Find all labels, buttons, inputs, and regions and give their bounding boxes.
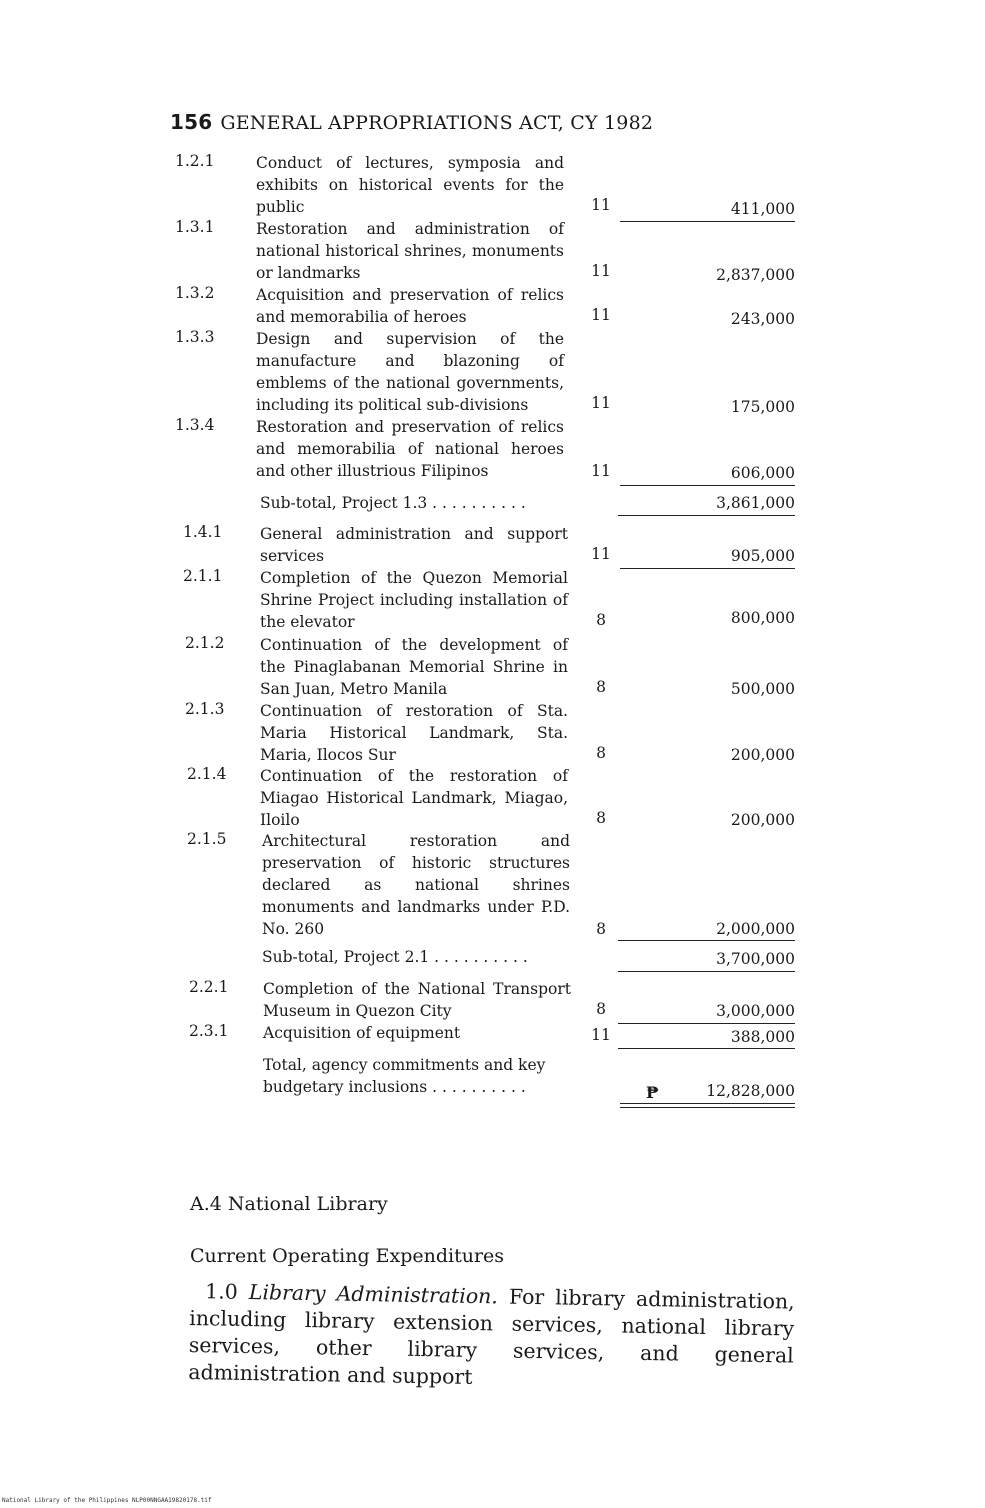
fund-code: 11 (591, 306, 611, 324)
amount: 3,700,000 (716, 950, 795, 968)
paragraph-text: For library administration, including library extension services, national library services, other library services, and general administration and support (188, 1284, 795, 1389)
item-description: General administration and support services (260, 525, 568, 565)
amount: 3,861,000 (716, 494, 795, 512)
amount: 800,000 (730, 609, 795, 627)
item-description: Completion of the National Transport Museum in Quezon City (263, 980, 571, 1020)
underline-rule (618, 940, 795, 941)
amount: 500,000 (730, 680, 795, 698)
amount: 905,000 (730, 547, 795, 565)
fund-code: 11 (591, 545, 611, 563)
amount: 175,000 (730, 398, 795, 416)
item-code: 1.2.1 (175, 152, 215, 170)
fund-code: 8 (596, 611, 606, 629)
underline-rule (618, 1023, 795, 1024)
item-description: Acquisition of equipment (263, 1024, 461, 1042)
fund-code: 11 (591, 1026, 611, 1044)
item-code: 1.3.1 (175, 218, 215, 236)
page-title: GENERAL APPROPRIATIONS ACT, CY 1982 (220, 112, 654, 134)
total-label: Total, agency commitments and key budgetary inclusions . . . . . . . . . . (263, 1056, 546, 1096)
amount: 3,000,000 (716, 1002, 795, 1020)
subtotal-label: Sub-total, Project 2.1 . . . . . . . . . . (262, 948, 528, 966)
item-description: Restoration and administration of national historical shrines, monuments or landmarks (256, 220, 564, 282)
fund-code: 11 (591, 394, 611, 412)
underline-rule (620, 485, 795, 486)
item-description: Acquisition and preservation of relics and memorabilia of heroes (256, 286, 564, 326)
paragraph-heading: Library Administration. (248, 1280, 499, 1309)
fund-code: 8 (596, 1000, 606, 1018)
amount: 411,000 (730, 200, 795, 218)
fund-code: 8 (596, 678, 606, 696)
amount: 243,000 (730, 310, 795, 328)
underline-rule (620, 568, 795, 569)
peso-sign-icon: ₱ (646, 1083, 659, 1102)
subtotal-label: Sub-total, Project 1.3 . . . . . . . . . . (260, 494, 526, 512)
page-number: 156 (170, 110, 213, 134)
item-description: Design and supervision of the manufacture and blazoning of emblems of the national governments, including its political sub-divisions (256, 330, 564, 414)
amount: 606,000 (730, 464, 795, 482)
double-underline-rule (620, 1103, 795, 1108)
item-code: 2.1.4 (187, 765, 227, 783)
item-description: Architectural restoration and preservation of historic structures declared as national shrines monuments and landmarks under P.D. No. 260 (262, 832, 570, 938)
item-description: Continuation of the development of the Pinaglabanan Memorial Shrine in San Juan, Metro Manila (260, 636, 568, 698)
item-code: 2.1.2 (185, 634, 225, 652)
item-code: 1.3.3 (175, 328, 215, 346)
underline-rule (618, 515, 795, 516)
underline-rule (618, 971, 795, 972)
item-code: 2.1.3 (185, 700, 225, 718)
scan-footer: National Library of the Philippines NLP00NNGAA19820178.tif (2, 1497, 212, 1504)
item-code: 2.3.1 (189, 1022, 229, 1040)
fund-code: 11 (591, 262, 611, 280)
item-code: 1.3.2 (175, 284, 215, 302)
item-description: Continuation of the restoration of Miagao Historical Landmark, Miagao, Iloilo (260, 767, 568, 829)
item-code: 2.2.1 (189, 978, 229, 996)
page-header (170, 110, 653, 134)
body-paragraph (188, 1278, 795, 1397)
item-code: 1.3.4 (175, 416, 215, 434)
fund-code: 11 (591, 196, 611, 214)
underline-rule (618, 1048, 795, 1049)
paragraph-number: 1.0 (204, 1279, 238, 1304)
amount: 200,000 (730, 746, 795, 764)
fund-code: 11 (591, 462, 611, 480)
fund-code: 8 (596, 744, 606, 762)
item-code: 2.1.1 (183, 567, 223, 585)
section-subtitle: Current Operating Expenditures (190, 1245, 505, 1267)
section-title: A.4 National Library (190, 1193, 388, 1215)
fund-code: 8 (596, 809, 606, 827)
item-code: 1.4.1 (183, 523, 223, 541)
total-amount: 12,828,000 (706, 1082, 795, 1100)
item-description: Restoration and preservation of relics and memorabilia of national heroes and other illustrious Filipinos (256, 418, 564, 480)
amount: 2,000,000 (716, 920, 795, 938)
item-description: Completion of the Quezon Memorial Shrine Project including installation of the elevator (260, 569, 568, 631)
item-description: Continuation of restoration of Sta. Maria Historical Landmark, Sta. Maria, Ilocos Sur (260, 702, 568, 764)
amount: 388,000 (730, 1028, 795, 1046)
amount: 200,000 (730, 811, 795, 829)
amount: 2,837,000 (716, 266, 795, 284)
item-code: 2.1.5 (187, 830, 227, 848)
item-description: Conduct of lectures, symposia and exhibits on historical events for the public (256, 154, 564, 216)
underline-rule (620, 221, 795, 222)
fund-code: 8 (596, 920, 606, 938)
